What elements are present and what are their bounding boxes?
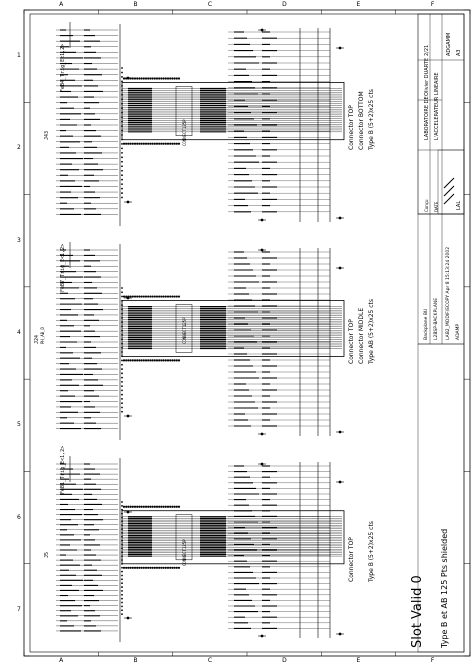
- bus-dot: [169, 506, 171, 508]
- bus-dot: [130, 295, 132, 297]
- junction-dot: [121, 72, 123, 74]
- terminal-dot: [339, 481, 342, 484]
- bus-dot: [176, 295, 178, 297]
- junction-dot: [121, 372, 123, 374]
- bus-dot: [165, 359, 167, 361]
- junction-dot: [121, 606, 123, 608]
- junction-dot: [121, 183, 123, 185]
- border-number: 6: [17, 513, 21, 521]
- border-number: 7: [17, 605, 21, 613]
- bus-dot: [158, 506, 160, 508]
- junction-dot: [121, 390, 123, 392]
- terminal-dot: [339, 47, 342, 50]
- junction-dot: [121, 381, 123, 383]
- bus-dot: [132, 295, 134, 297]
- bus-dot: [143, 295, 145, 297]
- bus-dot: [176, 143, 178, 145]
- bus-dot: [145, 359, 147, 361]
- title-logo-text: LAL: [456, 200, 462, 210]
- border-letter: C: [207, 657, 213, 664]
- junction-dot: [121, 567, 123, 569]
- bus-dot: [152, 359, 154, 361]
- junction-dot: [121, 411, 123, 413]
- connector-3-chip-label: CONNECT125P: [182, 539, 187, 566]
- bus-dot: [149, 506, 151, 508]
- junction-dot: [121, 590, 123, 592]
- junction-dot: [121, 402, 123, 404]
- terminal-dot: [261, 463, 264, 466]
- junction-dot: [121, 170, 123, 172]
- bus-dot: [178, 359, 180, 361]
- bus-dot: [123, 506, 125, 508]
- bus-dot: [165, 77, 167, 79]
- junction-dot: [121, 174, 123, 176]
- connector-2-chip-label: CONNECT125P: [182, 317, 187, 344]
- bus-dot: [163, 77, 165, 79]
- connector-1-title: Connector TOP: [348, 105, 355, 150]
- junction-dot: [121, 505, 123, 507]
- connector-1-type: Type B (5+2)x25 cts: [368, 89, 375, 150]
- title-file-line: LAB2_MODIF/ECOPY Apr 8 15:13:24 2002: [446, 246, 451, 340]
- bus-dot: [136, 506, 138, 508]
- junction-dot: [121, 76, 123, 78]
- junction-dot: [121, 594, 123, 596]
- bus-dot: [154, 143, 156, 145]
- bus-dot: [160, 295, 162, 297]
- bus-dot: [174, 77, 176, 79]
- bus-dot: [167, 77, 169, 79]
- bus-dot: [123, 295, 125, 297]
- bus-dot: [158, 143, 160, 145]
- title-format: A3: [456, 49, 462, 56]
- bus-dot: [127, 143, 129, 145]
- bus-dot: [171, 506, 173, 508]
- bus-dot: [136, 77, 138, 79]
- bus-dot: [169, 567, 171, 569]
- terminal-dot: [339, 633, 342, 636]
- junction-dot: [121, 613, 123, 615]
- junction-dot: [121, 81, 123, 83]
- terminal-dot: [339, 431, 342, 434]
- bus-dot: [134, 143, 136, 145]
- border-letter: D: [282, 1, 287, 8]
- bus-dot: [147, 506, 149, 508]
- bus-dot: [125, 359, 127, 361]
- connector-3-group-label: FeB1_Trig_E<1,2>: [60, 445, 66, 494]
- bus-dot: [158, 77, 160, 79]
- schematic-body: [56, 22, 344, 642]
- connector-2-type: Type AB (5+2)x25 cts: [368, 298, 375, 364]
- bus-dot: [127, 567, 129, 569]
- border-letter: E: [356, 1, 361, 8]
- bus-dot: [156, 567, 158, 569]
- bus-dot: [156, 295, 158, 297]
- bus-dot: [154, 295, 156, 297]
- terminal-dot: [339, 267, 342, 270]
- junction-dot: [121, 575, 123, 577]
- border-letter: B: [133, 1, 138, 8]
- junction-dot: [121, 143, 123, 145]
- junction-dot: [121, 192, 123, 194]
- junction-dot: [121, 291, 123, 293]
- title-revision: Backplane BU: [424, 308, 429, 340]
- junction-dot: [121, 296, 123, 298]
- bus-dot: [152, 506, 154, 508]
- bus-dot: [160, 359, 162, 361]
- bus-dot: [163, 506, 165, 508]
- terminal-dot: [127, 511, 130, 514]
- bus-dot: [123, 567, 125, 569]
- bus-dot: [167, 567, 169, 569]
- bus-dot: [152, 143, 154, 145]
- junction-dot: [121, 598, 123, 600]
- junction-dot: [121, 377, 123, 379]
- bus-dot: [149, 359, 151, 361]
- junction-dot: [121, 67, 123, 69]
- bus-dot: [149, 567, 151, 569]
- border-number: 2: [17, 144, 21, 152]
- junction-dot: [121, 385, 123, 387]
- bus-dot: [174, 506, 176, 508]
- bus-dot: [134, 506, 136, 508]
- bus-dot: [127, 506, 129, 508]
- bus-dot: [141, 77, 143, 79]
- terminal-dot: [261, 433, 264, 436]
- bus-dot: [154, 77, 156, 79]
- lal-logo-icon: [444, 178, 454, 204]
- bus-dot: [141, 567, 143, 569]
- bus-dot: [138, 567, 140, 569]
- junction-dot: [121, 571, 123, 573]
- bus-dot: [174, 359, 176, 361]
- bus-dot: [125, 567, 127, 569]
- bus-dot: [163, 295, 165, 297]
- bus-dot: [154, 567, 156, 569]
- bus-dot: [132, 567, 134, 569]
- connector-section: [56, 456, 344, 642]
- title-project: L2BSP-BACKPLANE: [434, 297, 439, 340]
- bus-dot: [147, 567, 149, 569]
- bus-dot: [158, 567, 160, 569]
- junction-dot: [121, 179, 123, 181]
- junction-dot: [121, 152, 123, 154]
- junction-dot: [121, 360, 123, 362]
- bus-dot: [169, 77, 171, 79]
- bus-dot: [163, 359, 165, 361]
- bus-dot: [149, 143, 151, 145]
- slot-title: Slot Valid 0: [410, 575, 425, 648]
- bus-dot: [143, 359, 145, 361]
- border-letter: B: [133, 657, 138, 664]
- slot-subtitle: Type B et AB 125 Pts shielded: [440, 528, 449, 648]
- terminal-dot: [261, 249, 264, 252]
- connector-2-group-label: FeB7_Trig_E<1,2>: [60, 243, 66, 292]
- bus-dot: [141, 295, 143, 297]
- title-designer-prefix: Conçu: [424, 199, 429, 212]
- bus-dot: [136, 143, 138, 145]
- bus-dot: [141, 143, 143, 145]
- bus-dot: [136, 295, 138, 297]
- bus-dot: [176, 77, 178, 79]
- junction-dot: [121, 578, 123, 580]
- bus-dot: [145, 506, 147, 508]
- bus-dot: [147, 359, 149, 361]
- connector-1-id: J43: [44, 130, 50, 140]
- bus-dot: [167, 295, 169, 297]
- bus-dot: [169, 143, 171, 145]
- title-org-line1: LABORATOIRE DE: [424, 96, 430, 140]
- title-sheet-of: 2/21: [424, 44, 430, 56]
- bus-dot: [167, 359, 169, 361]
- title-sheet-code: ADGAMM: [446, 32, 452, 56]
- bus-dot: [141, 506, 143, 508]
- junction-dot: [121, 364, 123, 366]
- bus-dot: [134, 77, 136, 79]
- title-designer: Olivier DUARTE: [424, 57, 430, 96]
- connector-3-title: Connector TOP: [348, 537, 355, 582]
- bus-dot: [132, 506, 134, 508]
- bus-dot: [147, 143, 149, 145]
- border-number: 3: [17, 236, 21, 244]
- bus-dot: [130, 567, 132, 569]
- bus-dot: [160, 143, 162, 145]
- bus-dot: [136, 567, 138, 569]
- junction-dot: [121, 586, 123, 588]
- border-letter: F: [430, 657, 435, 664]
- bus-dot: [149, 77, 151, 79]
- bus-dot: [171, 359, 173, 361]
- junction-dot: [121, 287, 123, 289]
- bus-dot: [130, 143, 132, 145]
- terminal-dot: [261, 29, 264, 32]
- junction-dot: [121, 188, 123, 190]
- connector-2-title: Connector TOP: [348, 319, 355, 364]
- bus-dot: [171, 295, 173, 297]
- bus-dot: [154, 506, 156, 508]
- junction-dot: [121, 407, 123, 409]
- bus-dot: [158, 359, 160, 361]
- bus-dot: [143, 77, 145, 79]
- bus-dot: [127, 359, 129, 361]
- border-letter: A: [59, 657, 64, 664]
- connector-1-chip-label: CONNECT125P: [182, 119, 187, 146]
- bus-dot: [138, 359, 140, 361]
- junction-dot: [121, 165, 123, 167]
- bus-dot: [156, 143, 158, 145]
- bus-dot: [160, 506, 162, 508]
- bus-dot: [156, 359, 158, 361]
- bus-dot: [138, 295, 140, 297]
- bus-dot: [145, 77, 147, 79]
- bus-dot: [160, 567, 162, 569]
- connector-1-subtitle: Connector BOTTOM: [358, 91, 365, 150]
- junction-dot: [121, 394, 123, 396]
- border-letter: E: [356, 657, 361, 664]
- bus-dot: [171, 77, 173, 79]
- bus-dot: [147, 77, 149, 79]
- border-letter: F: [430, 1, 435, 8]
- bus-dot: [143, 143, 145, 145]
- bus-dot: [165, 506, 167, 508]
- bus-dot: [132, 359, 134, 361]
- connector-3-type: Type B (5+2)x25 cts: [368, 521, 375, 582]
- bus-dot: [134, 295, 136, 297]
- bus-dot: [174, 567, 176, 569]
- bus-dot: [163, 567, 165, 569]
- bus-dot: [176, 567, 178, 569]
- connector-section: [56, 242, 344, 440]
- bus-dot: [171, 567, 173, 569]
- bus-dot: [165, 143, 167, 145]
- bus-dot: [130, 506, 132, 508]
- bus-dot: [123, 143, 125, 145]
- junction-dot: [121, 609, 123, 611]
- bus-dot: [132, 143, 134, 145]
- bus-dot: [145, 295, 147, 297]
- bus-dot: [178, 295, 180, 297]
- bus-dot: [143, 506, 145, 508]
- bus-dot: [165, 295, 167, 297]
- terminal-dot: [127, 201, 130, 204]
- bus-dot: [178, 567, 180, 569]
- bus-dot: [149, 295, 151, 297]
- bus-dot: [152, 295, 154, 297]
- border-number: 1: [17, 52, 21, 60]
- junction-dot: [121, 368, 123, 370]
- junction-dot: [121, 582, 123, 584]
- junction-dot: [121, 161, 123, 163]
- bus-dot: [178, 143, 180, 145]
- border-letter: C: [207, 1, 213, 8]
- junction-dot: [121, 398, 123, 400]
- bus-dot: [138, 143, 140, 145]
- bus-dot: [176, 506, 178, 508]
- border-number: 5: [17, 421, 21, 429]
- bus-dot: [178, 77, 180, 79]
- bus-dot: [147, 295, 149, 297]
- terminal-dot: [339, 217, 342, 220]
- terminal-dot: [127, 297, 130, 300]
- terminal-dot: [127, 617, 130, 620]
- bus-dot: [125, 506, 127, 508]
- terminal-dot: [127, 77, 130, 80]
- title-extra: ADAMP: [456, 323, 461, 340]
- bus-dot: [156, 77, 158, 79]
- bus-dot: [145, 143, 147, 145]
- bus-dot: [134, 359, 136, 361]
- bus-dot: [169, 359, 171, 361]
- junction-dot: [121, 156, 123, 158]
- border-number: 4: [17, 329, 21, 336]
- bus-dot: [171, 143, 173, 145]
- junction-dot: [121, 197, 123, 199]
- bus-dot: [143, 567, 145, 569]
- terminal-dot: [261, 635, 264, 638]
- bus-dot: [141, 359, 143, 361]
- bus-dot: [163, 143, 165, 145]
- title-org-line2: L'ACCELERATEUR LINEAIRE: [434, 72, 440, 140]
- border-letter: D: [282, 657, 287, 664]
- bus-dot: [136, 359, 138, 361]
- bus-dot: [138, 77, 140, 79]
- bus-dot: [174, 143, 176, 145]
- bus-dot: [165, 567, 167, 569]
- bus-dot: [152, 77, 154, 79]
- connector-3-id: J5: [44, 551, 50, 558]
- connector-1-group-label: FeB4_Trig_E<1,2>: [60, 43, 66, 92]
- bus-dot: [169, 295, 171, 297]
- bus-dot: [156, 506, 158, 508]
- border-letter: A: [59, 1, 64, 8]
- connector-2-subtitle: Connector MIDDLE: [358, 307, 365, 364]
- bus-dot: [160, 77, 162, 79]
- connector-section: [56, 22, 344, 226]
- connector-2-ref: PH_AB_D: [40, 327, 45, 344]
- bus-dot: [154, 359, 156, 361]
- junction-dot: [121, 501, 123, 503]
- bus-dot: [145, 567, 147, 569]
- connector-2-id: J24: [34, 334, 40, 344]
- bus-dot: [167, 506, 169, 508]
- bus-dot: [158, 295, 160, 297]
- bus-dot: [130, 359, 132, 361]
- inner-frame: [30, 14, 464, 652]
- terminal-dot: [261, 219, 264, 222]
- bus-dot: [167, 143, 169, 145]
- bus-dot: [176, 359, 178, 361]
- title-date-label: DATE: [434, 201, 439, 212]
- junction-dot: [121, 148, 123, 150]
- terminal-dot: [127, 415, 130, 418]
- junction-dot: [121, 602, 123, 604]
- bus-dot: [134, 567, 136, 569]
- bus-dot: [152, 567, 154, 569]
- bus-dot: [123, 359, 125, 361]
- bus-dot: [174, 295, 176, 297]
- bus-dot: [178, 506, 180, 508]
- bus-dot: [138, 506, 140, 508]
- bus-dot: [125, 143, 127, 145]
- bus-dot: [132, 77, 134, 79]
